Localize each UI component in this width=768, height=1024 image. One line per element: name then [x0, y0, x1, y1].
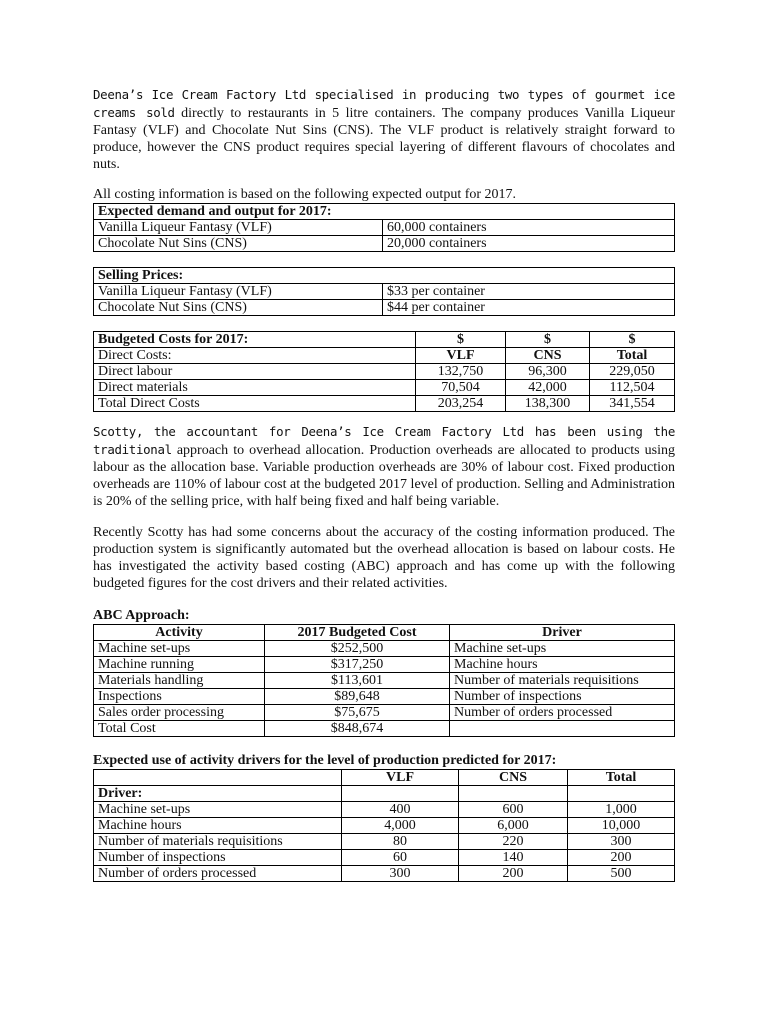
table-cell: VLF	[416, 348, 506, 364]
intro-paragraph	[93, 86, 675, 173]
table-row	[94, 802, 675, 818]
table-cell: Number of materials requisitions	[450, 673, 675, 689]
table-cell: Driver	[450, 625, 675, 641]
table-row	[94, 284, 675, 300]
table-cell: $	[416, 332, 506, 348]
table-cell: 500	[568, 866, 675, 882]
table-cell: $113,601	[265, 673, 450, 689]
table-cell: 20,000 containers	[383, 236, 675, 252]
table-row	[94, 204, 675, 220]
table-cell: 200	[459, 866, 568, 882]
table-row	[94, 818, 675, 834]
table-cell: $33 per container	[383, 284, 675, 300]
abc-title: ABC Approach:	[93, 608, 190, 623]
prices-header: Selling Prices:	[94, 268, 675, 284]
table-row	[94, 380, 675, 396]
table-cell: Machine hours	[450, 657, 675, 673]
drivers-title: Expected use of activity drivers for the level of production predicted for 2017:	[93, 753, 557, 768]
demand-header: Expected demand and output for 2017:	[94, 204, 675, 220]
table-cell: Materials handling	[94, 673, 265, 689]
table-row	[94, 625, 675, 641]
table-row	[94, 641, 675, 657]
table-cell: $	[506, 332, 590, 348]
table-cell: VLF	[342, 770, 459, 786]
table-row	[94, 721, 675, 737]
table-cell: $75,675	[265, 705, 450, 721]
table-cell: Inspections	[94, 689, 265, 705]
table-cell: Direct materials	[94, 380, 416, 396]
table-row	[94, 300, 675, 316]
table-cell: 138,300	[506, 396, 590, 412]
table-cell: 600	[459, 802, 568, 818]
table-row	[94, 770, 675, 786]
table-cell: Direct Costs:	[94, 348, 416, 364]
table-cell: Machine running	[94, 657, 265, 673]
demand-table	[93, 203, 675, 252]
table-cell: Machine hours	[94, 818, 342, 834]
scotty-rest: approach to overhead allocation. Production overheads are allocated to products using labour as the allocation base. Variable production overheads are 30% of labour cost. Fixed production overheads are 110% of labour cost at the budgeted 2017 level of production. Selling and Administration is 20% of the selling price, with half being fixed and half being variable.	[93, 443, 676, 509]
table-cell: $	[590, 332, 675, 348]
table-cell: Machine set-ups	[450, 641, 675, 657]
table-row	[94, 220, 675, 236]
budgeted-costs-table	[93, 331, 675, 412]
table-cell: 42,000	[506, 380, 590, 396]
table-cell: 229,050	[590, 364, 675, 380]
table-row	[94, 364, 675, 380]
table-row	[94, 673, 675, 689]
table-cell: 1,000	[568, 802, 675, 818]
table-cell: 80	[342, 834, 459, 850]
scotty-lead: Scotty, the accountant for Deena’s Ice Cream Factory Ltd has been using the traditional	[93, 424, 675, 457]
intro-rest: directly to restaurants in 5 litre containers. The company produces Vanilla Liqueur Fantasy (VLF) and Chocolate Nut Sins (CNS). The VLF product is relatively straight forward to produce, however the CNS product requires special layering of different flavours of chocolates and nuts.	[93, 106, 675, 172]
table-cell: 132,750	[416, 364, 506, 380]
table-cell: 70,504	[416, 380, 506, 396]
table-cell: 341,554	[590, 396, 675, 412]
table-row	[94, 705, 675, 721]
table-cell: 2017 Budgeted Cost	[265, 625, 450, 641]
table-cell: 96,300	[506, 364, 590, 380]
table-cell: Number of orders processed	[450, 705, 675, 721]
table-cell: 400	[342, 802, 459, 818]
concerns-paragraph: Recently Scotty has had some concerns about the accuracy of the costing information produced. The production system is significantly automated but the overhead allocation is based on labour costs. He has investigated the activity based costing (ABC) approach and has come up with the following budgeted figures for the cost drivers and their related activities.	[93, 525, 675, 591]
table-cell: 6,000	[459, 818, 568, 834]
table-cell: Total	[590, 348, 675, 364]
budget-header: Budgeted Costs for 2017:	[94, 332, 416, 348]
table-cell: 60	[342, 850, 459, 866]
table-cell	[459, 786, 568, 802]
table-cell: Direct labour	[94, 364, 416, 380]
table-cell: Vanilla Liqueur Fantasy (VLF)	[94, 284, 383, 300]
table-cell: $252,500	[265, 641, 450, 657]
scotty-paragraph	[93, 423, 675, 510]
table-cell: Number of inspections	[94, 850, 342, 866]
table-row	[94, 657, 675, 673]
abc-table	[93, 624, 675, 737]
table-row	[94, 268, 675, 284]
table-cell: Total	[568, 770, 675, 786]
table-cell	[568, 786, 675, 802]
table-cell: CNS	[506, 348, 590, 364]
table-cell: Sales order processing	[94, 705, 265, 721]
table-row	[94, 348, 675, 364]
table-cell: Total Direct Costs	[94, 396, 416, 412]
table-cell	[94, 770, 342, 786]
table-cell: 203,254	[416, 396, 506, 412]
table-cell: Chocolate Nut Sins (CNS)	[94, 236, 383, 252]
table-cell: $848,674	[265, 721, 450, 737]
table-cell: $317,250	[265, 657, 450, 673]
table-cell	[450, 721, 675, 737]
table-cell: Number of inspections	[450, 689, 675, 705]
table-cell: Chocolate Nut Sins (CNS)	[94, 300, 383, 316]
document-body	[93, 86, 675, 882]
table-cell: 200	[568, 850, 675, 866]
table-row	[94, 236, 675, 252]
table-cell: 112,504	[590, 380, 675, 396]
table-cell: Number of materials requisitions	[94, 834, 342, 850]
table-cell: Total Cost	[94, 721, 265, 737]
table-cell: 10,000	[568, 818, 675, 834]
table-cell: Number of orders processed	[94, 866, 342, 882]
driver-label: Driver:	[94, 786, 342, 802]
table-cell: 300	[342, 866, 459, 882]
intro-lead: Deena’s Ice Cream Factory Ltd specialised in producing two types of gourmet ice creams sold	[93, 87, 675, 120]
table-row	[94, 850, 675, 866]
table-row	[94, 866, 675, 882]
selling-prices-table	[93, 267, 675, 316]
table-cell: 60,000 containers	[383, 220, 675, 236]
table-row	[94, 834, 675, 850]
table-row	[94, 689, 675, 705]
table-row	[94, 332, 675, 348]
costing-basis-text: All costing information is based on the following expected output for 2017.	[93, 187, 517, 202]
table-cell: Machine set-ups	[94, 641, 265, 657]
table-row	[94, 786, 675, 802]
table-cell: CNS	[459, 770, 568, 786]
activity-drivers-table	[93, 769, 675, 882]
table-cell: Machine set-ups	[94, 802, 342, 818]
table-cell: 4,000	[342, 818, 459, 834]
table-cell: 300	[568, 834, 675, 850]
table-cell: Vanilla Liqueur Fantasy (VLF)	[94, 220, 383, 236]
table-cell: $44 per container	[383, 300, 675, 316]
table-cell: 140	[459, 850, 568, 866]
table-cell: $89,648	[265, 689, 450, 705]
table-cell: 220	[459, 834, 568, 850]
table-cell	[342, 786, 459, 802]
table-cell: Activity	[94, 625, 265, 641]
table-row	[94, 396, 675, 412]
